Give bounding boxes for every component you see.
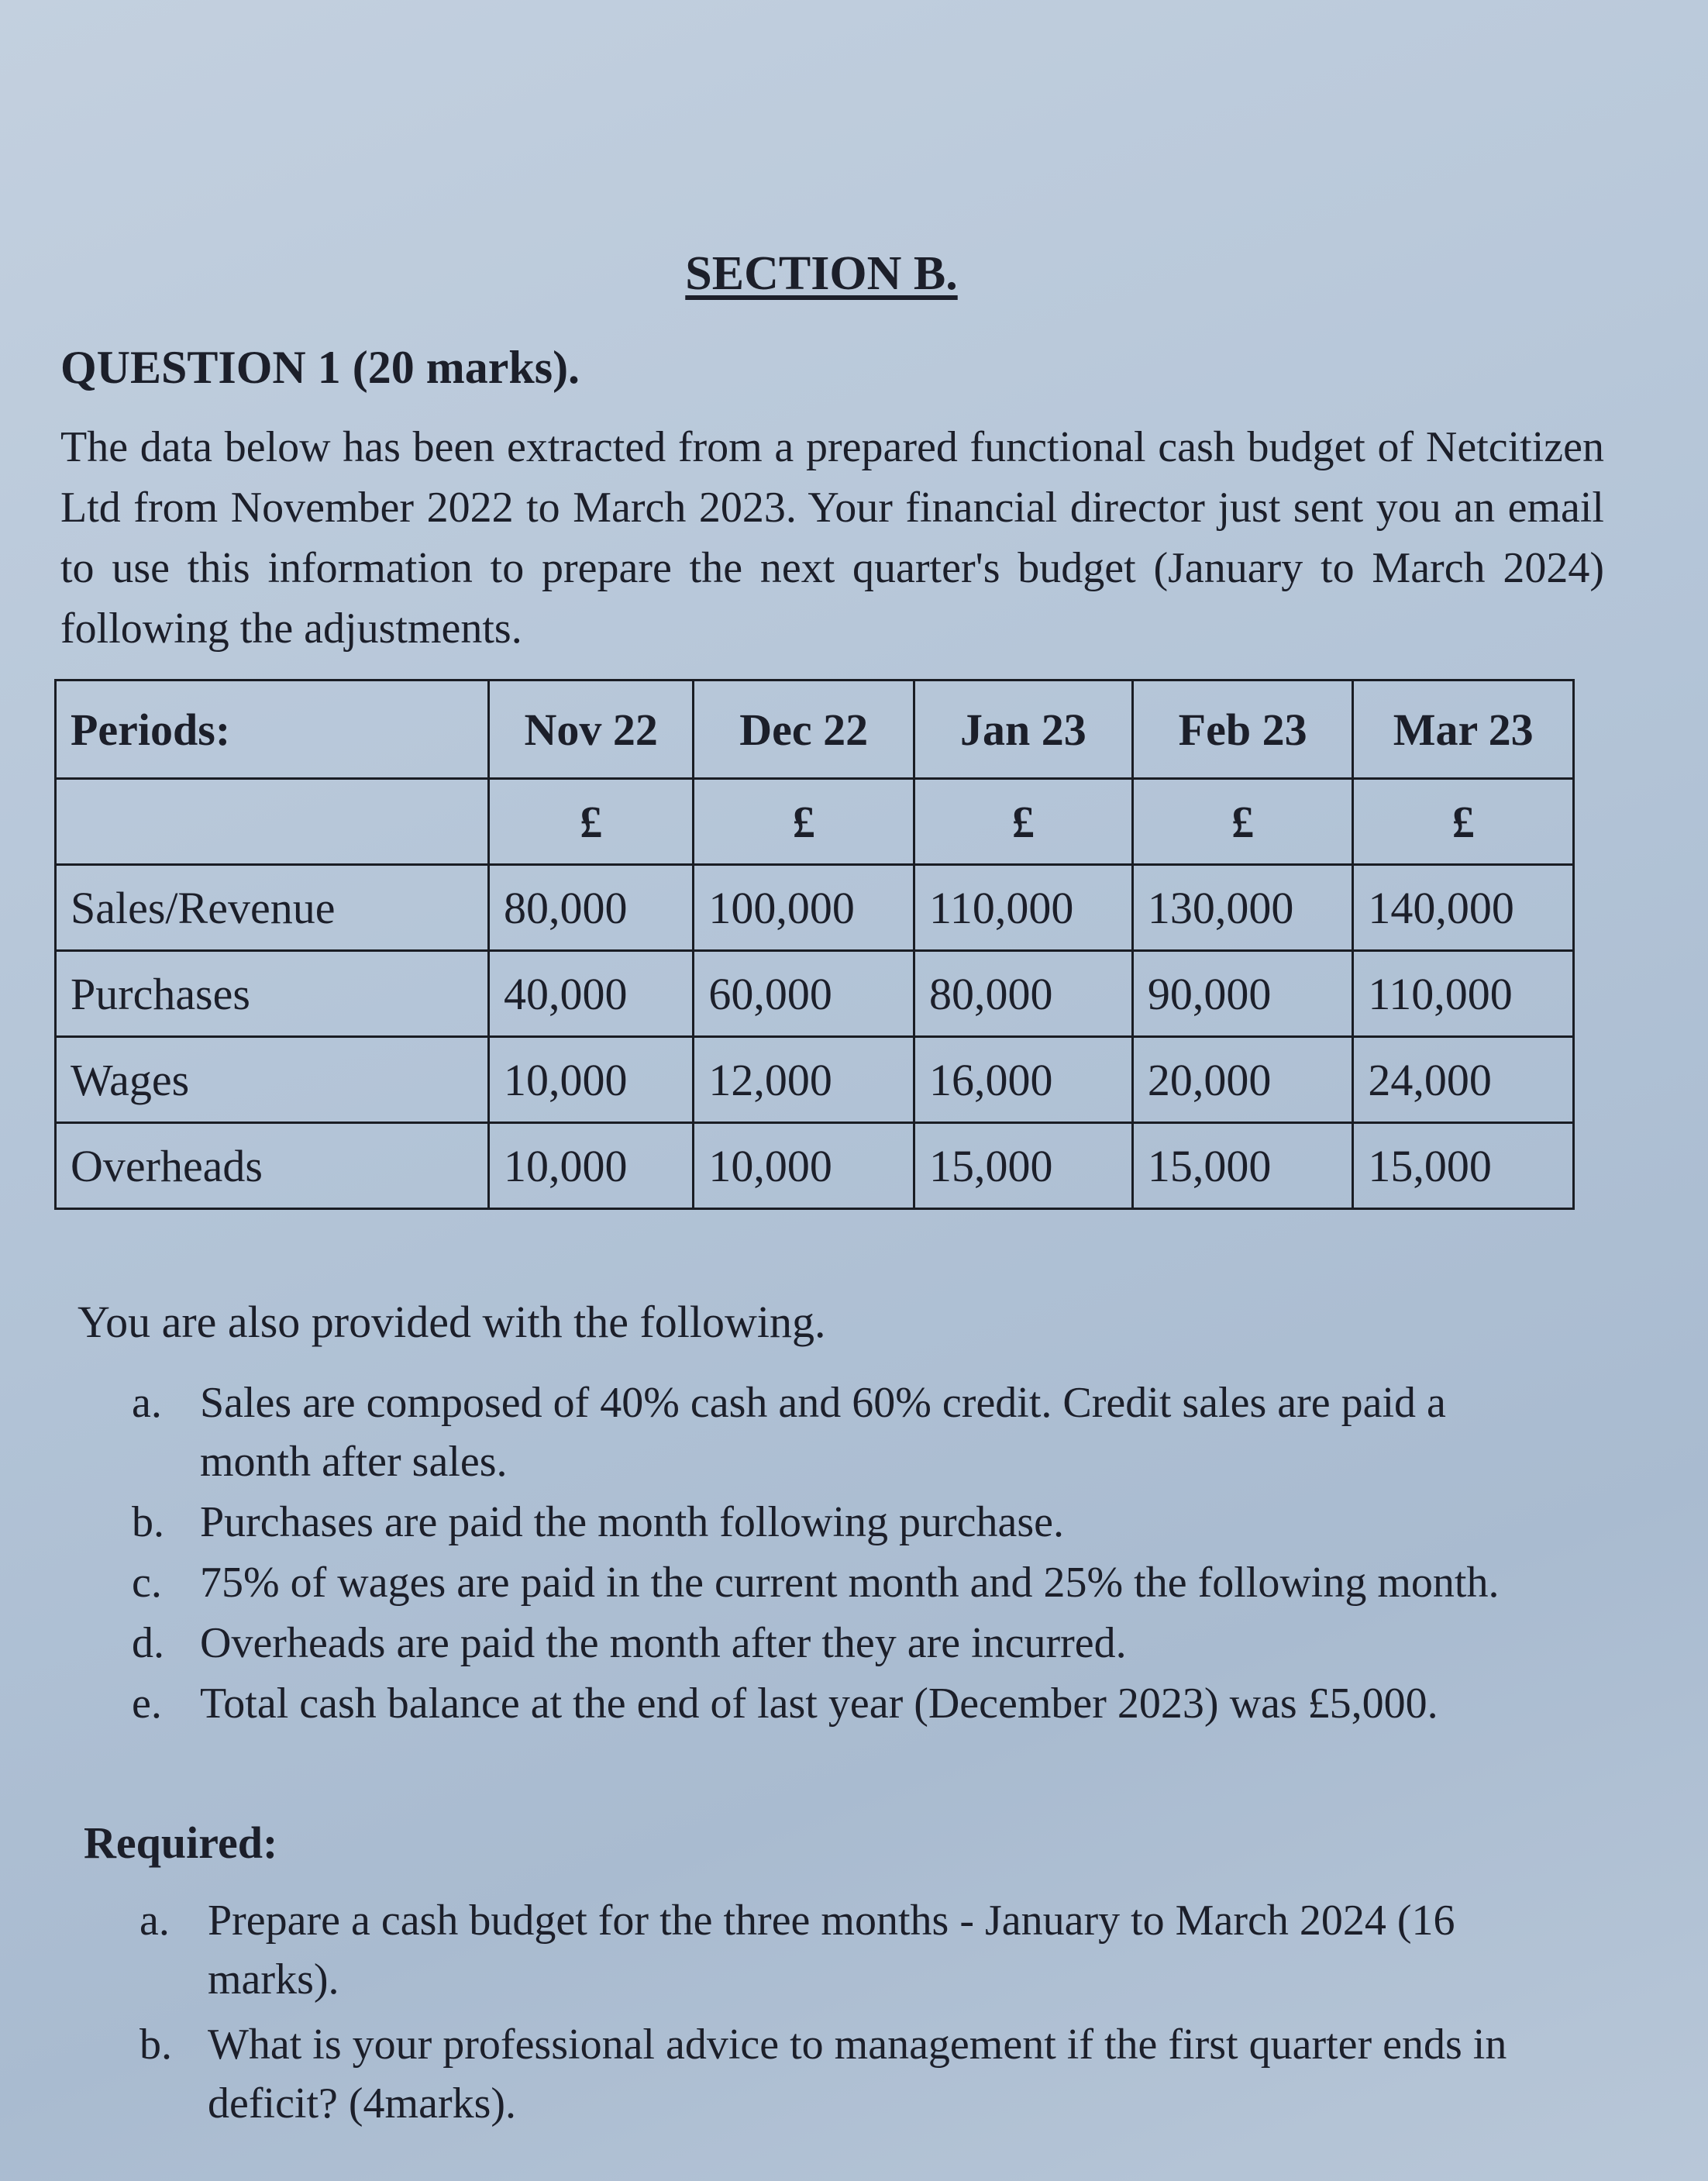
period-header: Jan 23 <box>914 680 1132 779</box>
required-heading: Required: <box>84 1818 278 1868</box>
currency-cell: £ <box>489 779 694 865</box>
row-label: Purchases <box>56 951 489 1037</box>
table-cell: 10,000 <box>489 1037 694 1123</box>
list-item <box>132 1493 1558 1552</box>
list-marker: b. <box>132 1498 164 1546</box>
list-item <box>132 1373 1558 1491</box>
budget-table <box>54 679 1575 1210</box>
table-cell: 24,000 <box>1353 1037 1574 1123</box>
table-cell: 40,000 <box>489 951 694 1037</box>
currency-row <box>56 779 1574 865</box>
table-cell: 80,000 <box>914 951 1132 1037</box>
row-label: Sales/Revenue <box>56 865 489 951</box>
row-label: Wages <box>56 1037 489 1123</box>
list-marker: c. <box>132 1559 162 1607</box>
table-row <box>56 1037 1574 1123</box>
list-item-text: Purchases are paid the month following purchase. <box>200 1498 1065 1546</box>
table-cell: 140,000 <box>1353 865 1574 951</box>
list-item-text: Total cash balance at the end of last year (December 2023) was £5,000. <box>200 1680 1438 1728</box>
periods-label: Periods: <box>56 680 489 779</box>
table-row <box>56 1123 1574 1209</box>
table-cell: 20,000 <box>1132 1037 1353 1123</box>
table-cell: 12,000 <box>694 1037 914 1123</box>
table-cell: 100,000 <box>694 865 914 951</box>
currency-cell: £ <box>694 779 914 865</box>
period-header: Dec 22 <box>694 680 914 779</box>
table-header-row <box>56 680 1574 779</box>
table-cell: 15,000 <box>1132 1123 1353 1209</box>
currency-row-label <box>56 779 489 865</box>
list-marker: e. <box>132 1680 162 1728</box>
table-cell: 130,000 <box>1132 865 1353 951</box>
list-marker: d. <box>132 1619 164 1667</box>
question-intro: The data below has been extracted from a prepared functional cash budget of Netcitizen Ltd from November 2022 to March 2023. Your financial director just sent you an email to use this information to prepare the next quarter's budget (January to March 2024) following the adjustments. <box>60 423 1604 653</box>
list-marker: a. <box>139 1897 170 1945</box>
table-cell: 15,000 <box>1353 1123 1574 1209</box>
table-cell: 16,000 <box>914 1037 1132 1123</box>
table-cell: 10,000 <box>694 1123 914 1209</box>
table-cell: 60,000 <box>694 951 914 1037</box>
question-title: QUESTION 1 (20 marks). <box>60 342 580 393</box>
period-header: Mar 23 <box>1353 680 1574 779</box>
table-row <box>56 865 1574 951</box>
table-cell: 110,000 <box>1353 951 1574 1037</box>
list-item-text: 75% of wages are paid in the current month and 25% the following month. <box>200 1559 1500 1607</box>
row-label: Overheads <box>56 1123 489 1209</box>
required-list <box>139 1891 1565 2139</box>
list-item-text: Prepare a cash budget for the three months - January to March 2024 (16 marks). <box>208 1897 1455 2004</box>
currency-cell: £ <box>1132 779 1353 865</box>
list-item-text: What is your professional advice to management if the first quarter ends in deficit? (4marks). <box>208 2021 1507 2128</box>
list-item <box>139 2015 1565 2133</box>
list-item <box>132 1614 1558 1673</box>
table-cell: 110,000 <box>914 865 1132 951</box>
list-item <box>132 1674 1558 1733</box>
list-marker: b. <box>139 2021 172 2069</box>
table-row <box>56 951 1574 1037</box>
list-item <box>139 1891 1565 2009</box>
following-intro: You are also provided with the following. <box>77 1297 826 1347</box>
currency-cell: £ <box>914 779 1132 865</box>
section-title: SECTION B. <box>685 247 958 300</box>
period-header: Nov 22 <box>489 680 694 779</box>
table-cell: 90,000 <box>1132 951 1353 1037</box>
notes-list <box>132 1373 1558 1735</box>
table-cell: 80,000 <box>489 865 694 951</box>
list-item <box>132 1553 1558 1612</box>
list-item-text: Overheads are paid the month after they are incurred. <box>200 1619 1127 1667</box>
period-header: Feb 23 <box>1132 680 1353 779</box>
table-cell: 15,000 <box>914 1123 1132 1209</box>
list-marker: a. <box>132 1379 162 1427</box>
table-cell: 10,000 <box>489 1123 694 1209</box>
currency-cell: £ <box>1353 779 1574 865</box>
list-item-text: Sales are composed of 40% cash and 60% credit. Credit sales are paid a month after sales. <box>200 1379 1446 1486</box>
